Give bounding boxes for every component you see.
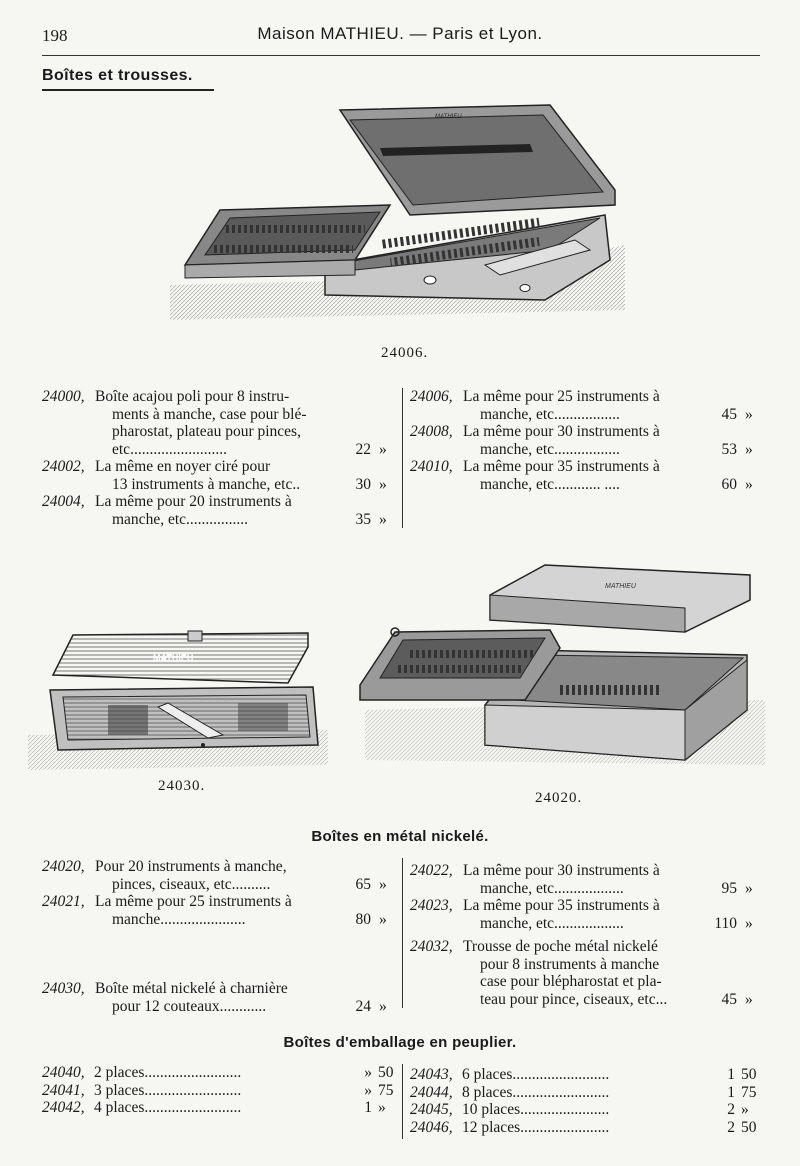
catalog-entry [42, 893, 402, 911]
item-price: 22 [355, 440, 371, 458]
price-francs: » [364, 1064, 372, 1081]
item-description: manche...................... [112, 910, 246, 928]
item-description: manche, etc.................. [480, 879, 624, 897]
price-unit: » [379, 440, 387, 458]
item-description: 13 instruments à manche, etc.. [112, 475, 301, 493]
catalog-entry-line [42, 423, 402, 441]
item-code: 24010, [410, 458, 453, 475]
subsection-title-metal: Boîtes en métal nickelé. [311, 828, 489, 845]
item-code: 24030, [42, 980, 85, 997]
catalog-entry-line [410, 991, 775, 1009]
price-unit: » [379, 910, 387, 928]
running-title: Maison MATHIEU. — Paris et Lyon. [257, 24, 543, 43]
subsection-title-poplar: Boîtes d'emballage en peuplier. [283, 1034, 517, 1051]
price-centimes: 75 [741, 1083, 757, 1101]
price-list-right [410, 1066, 775, 1146]
item-description: etc......................... [112, 440, 227, 458]
item-code: 24046, [410, 1118, 453, 1136]
item-price: 24 [355, 997, 371, 1015]
price-unit: » [379, 510, 387, 528]
price-unit: » [745, 405, 753, 423]
figure-caption: 24020. [535, 790, 583, 806]
price-centimes: » [378, 1099, 386, 1116]
item-price: 30 [355, 475, 371, 493]
item-description: pour 8 instruments à manche [480, 955, 660, 973]
item-price: 53 [721, 440, 737, 458]
item-description: 2 places......................... [94, 1064, 242, 1081]
item-description: Boîte acajou poli pour 8 instru- [95, 388, 290, 405]
catalog-entry-line [410, 476, 775, 494]
figure-caption: 24006. [381, 345, 429, 361]
item-description: Pour 20 instruments à manche, [95, 858, 287, 875]
price-francs: 1 [727, 1083, 735, 1101]
catalog-entry-line [42, 876, 402, 894]
item-description: La même pour 25 instruments à [95, 893, 292, 910]
item-code: 24040, [42, 1064, 85, 1081]
price-list-left [42, 1064, 402, 1139]
price-unit: » [745, 914, 753, 932]
item-code: 24004, [42, 493, 85, 510]
catalog-entry [410, 897, 775, 915]
item-price: 65 [355, 875, 371, 893]
item-description: Trousse de poche métal nickelé [463, 938, 658, 955]
item-description: manche, etc................. [480, 440, 620, 458]
catalog-entry-line [42, 441, 402, 459]
item-description: La même pour 35 instruments à [463, 897, 660, 914]
catalog-entry [42, 388, 402, 406]
item-description: La même pour 20 instruments à [95, 493, 292, 510]
catalog-entry [410, 1101, 775, 1119]
catalog-entry-line [42, 406, 402, 424]
catalog-entry-line [42, 998, 402, 1016]
price-list-right [410, 862, 775, 1012]
price-centimes: 50 [741, 1118, 757, 1136]
item-description: 10 places....................... [462, 1101, 610, 1118]
item-description: case pour blépharostat et pla- [480, 973, 662, 990]
item-description: La même pour 30 instruments à [463, 423, 660, 440]
item-code: 24032, [410, 938, 453, 955]
item-code: 24021, [42, 893, 85, 910]
catalog-entry [42, 858, 402, 876]
price-unit: » [745, 475, 753, 493]
item-description: 6 places......................... [462, 1066, 610, 1083]
item-description: 12 places....................... [462, 1118, 610, 1136]
item-code: 24000, [42, 388, 85, 405]
price-centimes: 50 [741, 1066, 757, 1083]
item-code: 24043, [410, 1066, 453, 1083]
price-list-right [410, 388, 775, 528]
price-unit: » [379, 997, 387, 1015]
figure-caption: 24030. [158, 778, 206, 794]
catalog-entry [410, 388, 775, 406]
catalog-entry-line [410, 956, 775, 974]
catalog-entry-line [42, 511, 402, 529]
item-description: Boîte métal nickelé à charnière [95, 980, 288, 997]
lid-brand-label: MATHIEU [605, 583, 636, 590]
catalog-entry [410, 862, 775, 880]
catalog-entry [410, 1084, 775, 1102]
catalog-entry-line [410, 441, 775, 459]
item-description: pour 12 couteaux............ [112, 997, 267, 1015]
item-price: 80 [355, 910, 371, 928]
price-unit: » [745, 990, 753, 1008]
price-centimes: 50 [378, 1064, 394, 1081]
item-description: manche, etc............ .... [480, 475, 620, 493]
page-header [0, 22, 800, 52]
catalog-entry [42, 1082, 402, 1100]
price-centimes: » [741, 1101, 749, 1118]
lid-brand-label: MATHIEU [435, 114, 462, 120]
price-francs: 1 [364, 1099, 372, 1116]
price-francs: 2 [727, 1118, 735, 1136]
item-price: 45 [721, 405, 737, 423]
item-code: 24008, [410, 423, 453, 440]
price-list-left [42, 388, 402, 528]
item-description: manche, etc.................. [480, 914, 624, 932]
catalog-entry-line [42, 476, 402, 494]
price-francs: 1 [727, 1066, 735, 1083]
item-description: La même pour 35 instruments à [463, 458, 660, 475]
item-price: 60 [721, 475, 737, 493]
catalog-entry [42, 1099, 402, 1117]
catalog-entry [410, 1066, 775, 1084]
item-code: 24044, [410, 1083, 453, 1101]
price-francs: 2 [727, 1101, 735, 1118]
item-description: ments à manche, case pour blé- [112, 405, 307, 423]
item-description: manche, etc................. [480, 405, 620, 423]
item-description: La même pour 25 instruments à [463, 388, 660, 405]
item-price: 95 [721, 879, 737, 897]
item-description: pharostat, plateau pour pinces, [112, 423, 301, 440]
column-divider [402, 388, 403, 528]
catalog-entry [42, 458, 402, 476]
item-code: 24023, [410, 897, 453, 914]
price-list-left [42, 858, 402, 1015]
item-price: 35 [355, 510, 371, 528]
catalog-entry [42, 493, 402, 511]
catalog-entry [410, 458, 775, 476]
lid-brand-label: MATHIEU [153, 653, 194, 663]
item-price: 110 [714, 914, 737, 932]
catalog-entry-line [410, 915, 775, 933]
item-code: 24042, [42, 1099, 85, 1116]
item-description: 3 places......................... [94, 1081, 242, 1099]
illustration-metal-box-24020 [355, 560, 770, 770]
page-number: 198 [42, 26, 68, 45]
catalog-entry-line [410, 880, 775, 898]
catalog-entry [410, 1119, 775, 1137]
catalog-entry-line [410, 406, 775, 424]
item-code: 24020, [42, 858, 85, 875]
section-title: Boîtes et trousses. [42, 67, 193, 84]
item-code: 24045, [410, 1101, 453, 1118]
illustration-metal-case-24030 [28, 625, 333, 775]
section-underline [42, 89, 214, 91]
item-description: pinces, ciseaux, etc.......... [112, 875, 271, 893]
price-unit: » [379, 875, 387, 893]
item-price: 45 [721, 990, 737, 1008]
item-description: 8 places......................... [462, 1083, 610, 1101]
price-centimes: 75 [378, 1081, 394, 1099]
illustration-wood-case-24006 [165, 100, 635, 325]
column-divider [402, 858, 403, 1008]
catalog-entry-line [42, 911, 402, 929]
header-rule [42, 55, 760, 56]
item-code: 24006, [410, 388, 453, 405]
item-description: 4 places......................... [94, 1099, 242, 1116]
catalog-entry-line [410, 973, 775, 991]
catalog-entry [410, 423, 775, 441]
item-code: 24041, [42, 1081, 85, 1099]
item-description: La même pour 30 instruments à [463, 862, 660, 879]
item-description: manche, etc................ [112, 510, 249, 528]
item-description: teau pour pince, ciseaux, etc... [480, 990, 668, 1008]
price-unit: » [379, 475, 387, 493]
catalog-entry [42, 980, 402, 998]
catalog-entry [410, 938, 775, 956]
item-description: La même en noyer ciré pour [95, 458, 271, 475]
price-unit: » [745, 440, 753, 458]
price-unit: » [745, 879, 753, 897]
column-divider [402, 1064, 403, 1139]
item-code: 24002, [42, 458, 85, 475]
item-code: 24022, [410, 862, 453, 879]
price-francs: » [364, 1081, 372, 1099]
catalog-entry [42, 1064, 402, 1082]
